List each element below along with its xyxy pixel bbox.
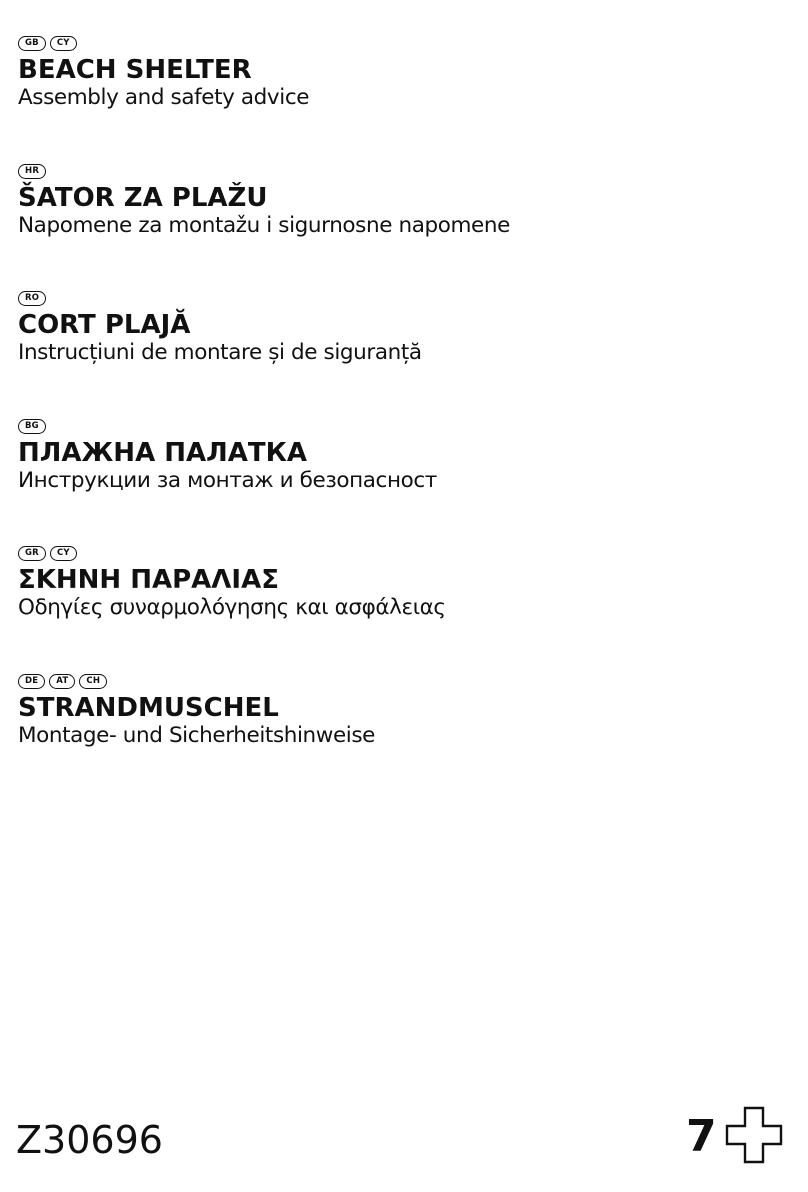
page-marker (686, 1106, 783, 1168)
language-section-ro (18, 291, 422, 366)
country-badges (18, 546, 446, 562)
section-title: ΣΚΗΝΗ ΠΑΡΑΛΙΑΣ (18, 565, 279, 595)
section-title: STRANDMUSCHEL (18, 693, 279, 723)
section-title: CORT PLAJĂ (18, 310, 191, 340)
language-section-gb (18, 36, 309, 111)
section-subtitle: Instrucțiuni de montare și de siguranță (18, 340, 422, 365)
country-badge-ro: RO (18, 291, 46, 306)
country-badge-gr: GR (18, 546, 46, 561)
product-code: Z30696 (16, 1118, 163, 1162)
country-badges (18, 674, 375, 690)
section-title: ŠATOR ZA PLAŽU (18, 183, 268, 213)
section-title: BEACH SHELTER (18, 55, 252, 85)
language-section-bg (18, 419, 437, 494)
country-badges (18, 419, 437, 435)
page-number: 7 (686, 1111, 717, 1162)
language-section-gr (18, 546, 446, 621)
country-badges (18, 36, 309, 52)
section-subtitle: Инструкции за монтаж и безопасност (18, 468, 437, 493)
section-title: ПЛАЖНА ПАЛАТКА (18, 438, 307, 468)
section-subtitle: Οδηγίες συναρμολόγησης και ασφάλειας (18, 595, 446, 620)
country-badge-bg: BG (18, 419, 46, 434)
country-badge-gb: GB (18, 36, 46, 51)
section-subtitle: Assembly and safety advice (18, 85, 310, 110)
country-badges (18, 291, 422, 307)
country-badge-cy: CY (50, 36, 77, 51)
language-section-hr (18, 164, 510, 239)
section-subtitle: Montage- und Sicherheitshinweise (18, 723, 375, 748)
country-badge-hr: HR (18, 164, 46, 179)
cross-outline-icon (725, 1106, 783, 1168)
country-badge-ch: CH (79, 674, 107, 689)
section-subtitle: Napomene za montažu i sigurnosne napomene (18, 213, 510, 238)
country-badge-de: DE (18, 674, 45, 689)
country-badge-at: AT (49, 674, 75, 689)
country-badges (18, 164, 510, 180)
country-badge-cy: CY (50, 546, 77, 561)
language-section-de (18, 674, 375, 749)
